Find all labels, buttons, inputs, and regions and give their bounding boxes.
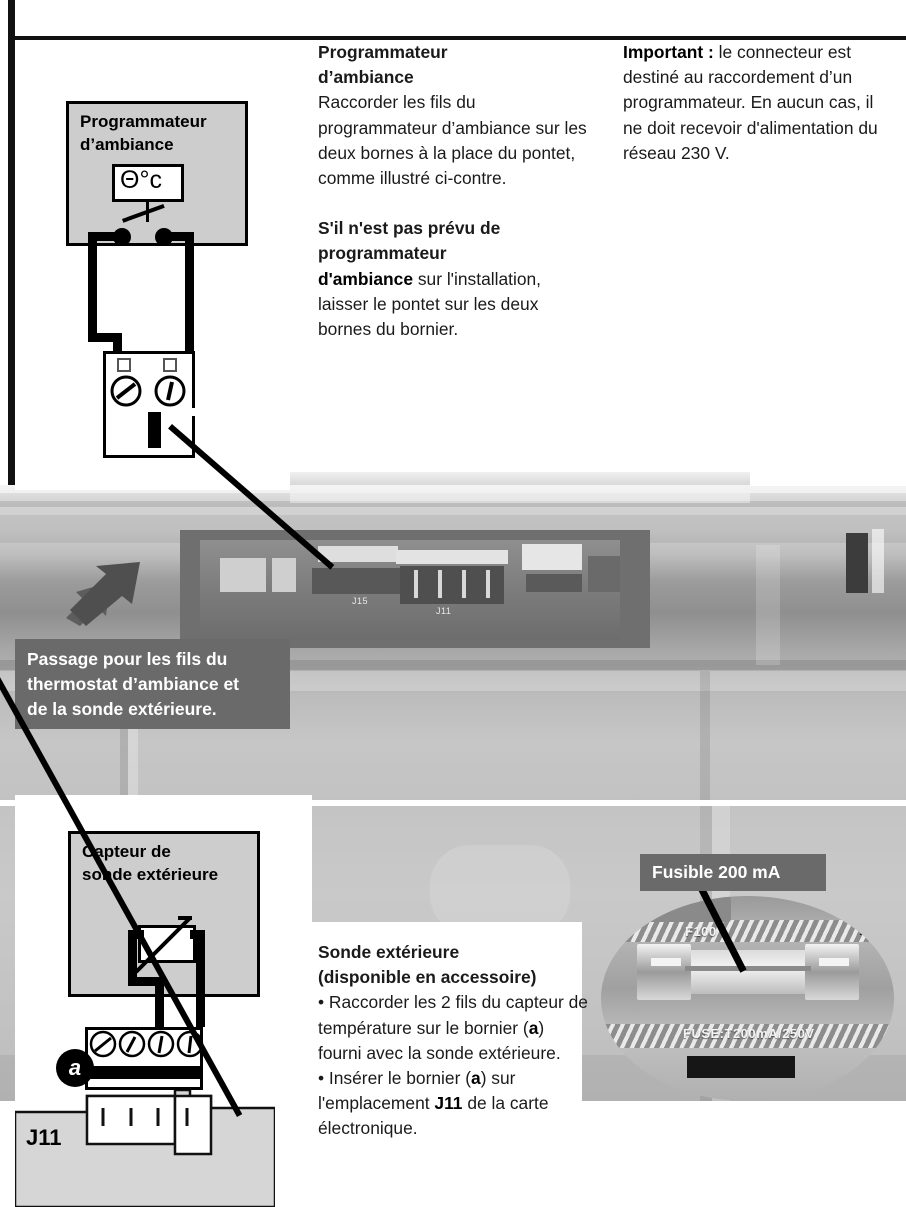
- sonde-bullet1-bold: a: [528, 1017, 539, 1038]
- sensor-screw-2: [118, 1030, 146, 1058]
- diagram-programmer-title-line1: Programmateur: [80, 112, 207, 131]
- column-right: [623, 40, 891, 166]
- diagram-sensor-title-line2: sonde extérieure: [82, 865, 219, 884]
- fuse-silk-marks-top: A E: [859, 898, 882, 914]
- sonde-bullet2-mid: ) sur l'emplacement: [318, 1068, 516, 1114]
- sonde-bullet1-pre: • Raccorder les 2 fils du capteur de température sur le bornier (: [318, 992, 588, 1038]
- right-lead: Important :: [623, 42, 714, 62]
- terminal-screw-right: [154, 375, 186, 407]
- callout-passage-line2: thermostat d’ambiance et: [27, 674, 239, 694]
- fuse-silk-rating: FUSE:T200mA/250V: [683, 1026, 815, 1041]
- fuse-silk-marks-bottom: 1 2: [859, 922, 879, 938]
- fuse-silk-ref: F100: [685, 924, 717, 939]
- sonde-bullet2-bold2: J11: [434, 1093, 463, 1114]
- terminal-square-left: [117, 358, 131, 372]
- wire-right-vertical: [185, 232, 194, 351]
- middle-body1: Raccorder les fils du programmateur d’ambiance sur les deux bornes à la place du pontet, comme illustré ci-contre.: [318, 92, 587, 189]
- sensor-screw-3: [147, 1030, 175, 1058]
- middle-heading1-line2: d’ambiance: [318, 67, 414, 88]
- photo-fuse-detail: [601, 896, 894, 1101]
- diagram-programmer-title-line2: d’ambiance: [80, 135, 174, 154]
- wire-left-drop: [113, 333, 122, 351]
- sonde-bullet2-pre: • Insérer le bornier (: [318, 1068, 472, 1089]
- terminal-pin: [148, 412, 161, 448]
- callout-fuse: [640, 854, 826, 891]
- middle-heading2-line3: d'ambiance: [318, 268, 413, 289]
- pcb-silk-j11: J11: [436, 606, 452, 616]
- photo-mask-gap: [0, 800, 906, 806]
- terminal-notch: [168, 408, 198, 416]
- middle-heading2-line1: S'il n'est pas prévu de: [318, 218, 501, 239]
- callout-passage-line3: de la sonde extérieure.: [27, 699, 217, 719]
- sensor-wire-right-vertical: [196, 930, 205, 1027]
- thermostat-symbol-label: Θ°c: [120, 166, 162, 194]
- sonde-heading-line2: (disponible en accessoire): [318, 967, 537, 988]
- column-middle: [318, 40, 594, 342]
- callout-passage: [15, 639, 290, 729]
- terminal-screw-left: [110, 375, 142, 407]
- cable-entry-arrow-icon: [62, 560, 172, 630]
- sonde-bullet-1: [318, 990, 588, 1066]
- diagram-sensor-title-line1: Capteur de: [82, 842, 171, 861]
- sonde-bullet2-bold: a: [471, 1068, 481, 1089]
- sonde-bullet-2: [318, 1066, 588, 1142]
- j11-label: J11: [26, 1125, 62, 1150]
- sonde-bullet1-post: ) fourni avec la sonde extérieure.: [318, 1017, 561, 1063]
- wire-left-vertical: [88, 232, 97, 342]
- sensor-wire-right-top: [190, 930, 205, 939]
- pcb-silk-j15: J15: [352, 596, 369, 606]
- column-sonde: [318, 940, 588, 1142]
- middle-heading2-line2: programmateur: [318, 243, 447, 264]
- sensor-terminal-band: [85, 1066, 203, 1079]
- sonde-bullet2-post: de la carte électronique.: [318, 1093, 549, 1139]
- callout-fuse-label: Fusible 200 mA: [652, 862, 781, 882]
- middle-body2: sur l'installation, laisser le pontet sur les deux bornes du bornier.: [318, 268, 542, 340]
- terminal-square-right: [163, 358, 177, 372]
- photo-mask-top-left: [15, 470, 290, 490]
- sensor-screw-1: [89, 1030, 117, 1058]
- diagram-programmer-title: [80, 110, 250, 156]
- callout-passage-line1: Passage pour les fils du: [27, 649, 228, 669]
- photo-mask-top-right: [750, 470, 906, 486]
- right-body: le connecteur est destiné au raccordement d’un programmateur. En aucun cas, il ne doit recevoir d'alimentation du réseau 230 V.: [623, 42, 878, 163]
- middle-heading1-line1: Programmateur: [318, 42, 448, 62]
- sonde-heading-line1: Sonde extérieure: [318, 942, 460, 962]
- badge-a-sensor: a: [56, 1049, 94, 1087]
